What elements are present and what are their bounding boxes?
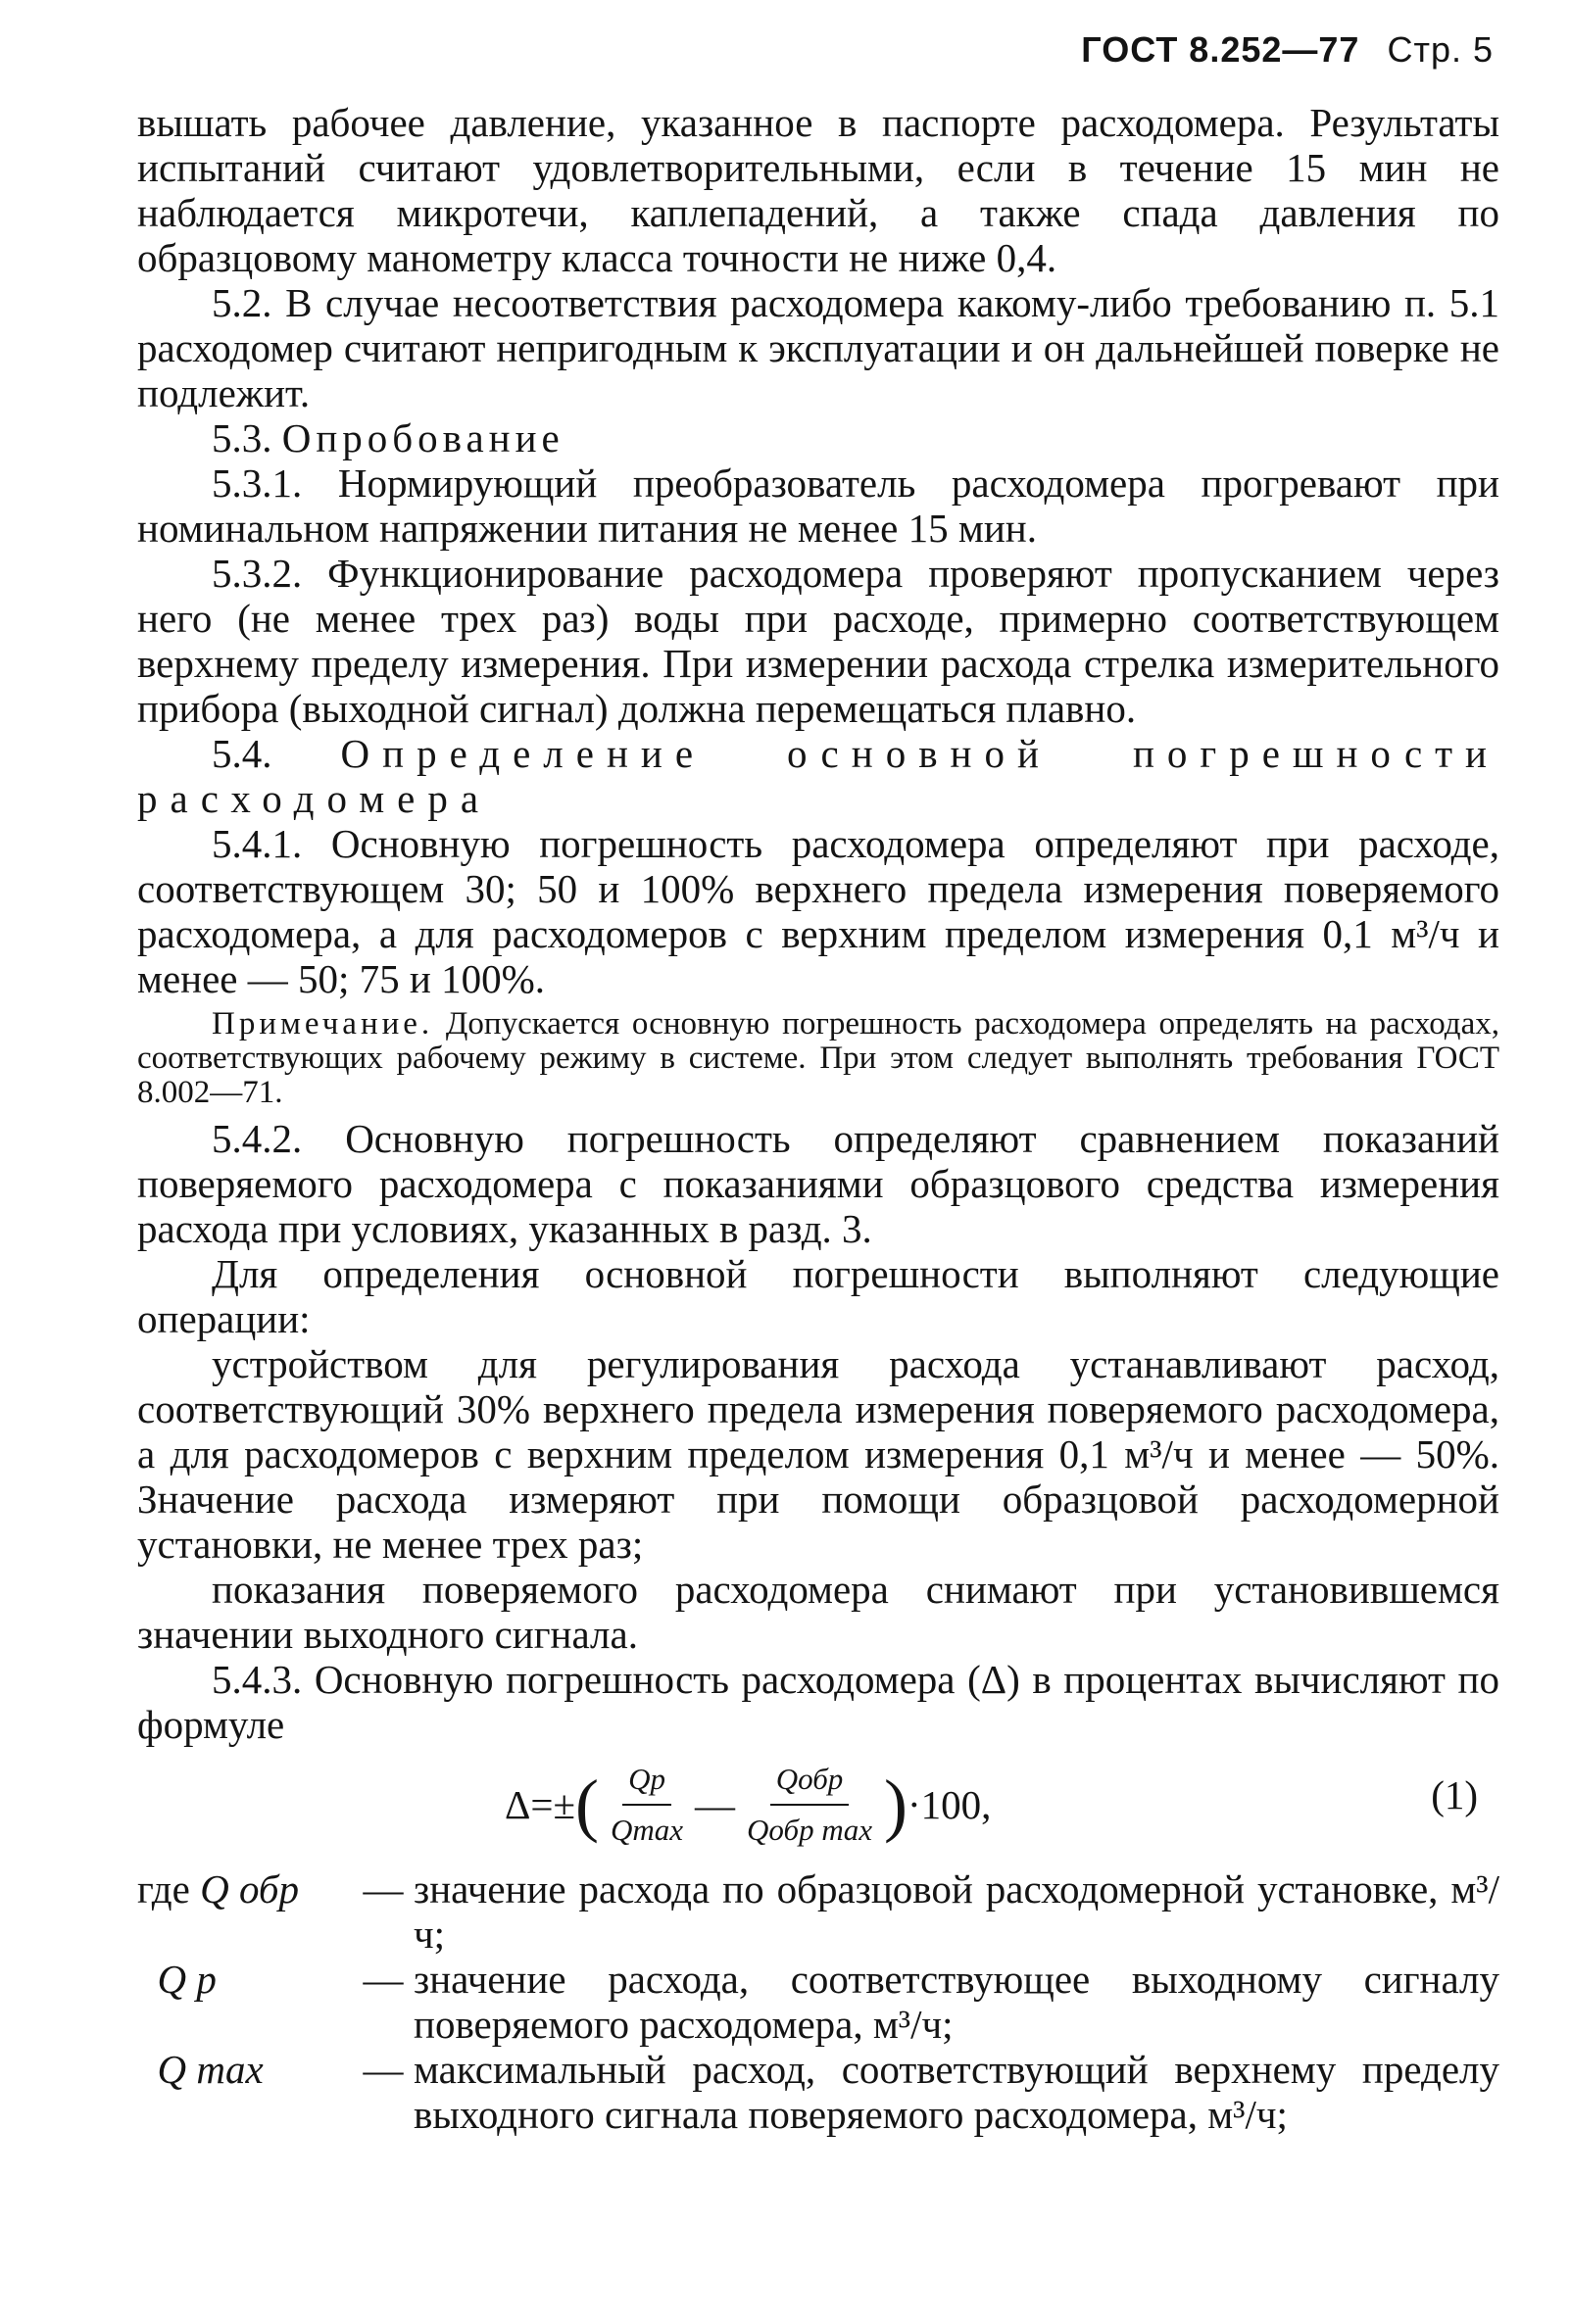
section-title: Определение основной погрешности расходомера (137, 731, 1499, 821)
formula-body (505, 1757, 991, 1853)
paragraph-5-4-3: 5.4.3. Основную погрешность расходомера (Δ) в процентах вычисляют по формуле (137, 1657, 1499, 1747)
paragraph-5-4-2: 5.4.2. Основную погрешность определяют сравнением показаний поверяемого расходомера с показаниями образцового средства измерения расхода при условиях, указанных в разд. 3. (137, 1116, 1499, 1251)
formula-lhs: Δ=± (505, 1782, 575, 1827)
fraction-2 (741, 1757, 878, 1853)
section-number: 5.4. (212, 731, 272, 776)
page-header (1081, 29, 1494, 71)
section-title: Опробование (281, 415, 564, 460)
paragraph-5-2: 5.2. В случае несоответствия расходомера какому-либо требованию п. 5.1 расходомер считают непригодным к эксплуатации и он дальнейшей поверке не подлежит. (137, 280, 1499, 415)
paragraph-5-3-2: 5.3.2. Функционирование расходомера проверяют пропусканием через него (не менее трех раз) воды при расходе, примерно соответствующем верхнему пределу измерения. При измерении расхода стрелка измерительного прибора (выходной сигнал) должна перемещаться плавно. (137, 551, 1499, 731)
left-paren: ( (575, 1766, 599, 1844)
fraction-2-denominator: Qобр max (747, 1813, 872, 1847)
fraction-1-numerator: Qр (622, 1757, 671, 1806)
definition-symbol: где Q обр (137, 1866, 300, 1912)
right-paren: ) (884, 1766, 908, 1844)
definition-item (137, 1957, 1499, 2047)
formula-1 (137, 1751, 1499, 1866)
page-body (137, 100, 1499, 2137)
paragraph-operation-2: показания поверяемого расходомера снимают при установившемся значении выходного сигнала. (137, 1567, 1499, 1657)
paragraph-continuation: вышать рабочее давление, указанное в паспорте расходомера. Результаты испытаний считают удовлетворительными, если в течение 15 мин не наблюдается микротечи, каплепадений, а также спада давления по образцовому манометру класса точности не ниже 0,4. (137, 100, 1499, 280)
fraction-1 (605, 1757, 689, 1853)
paragraph-5-4-1: 5.4.1. Основную погрешность расходомера определяют при расходе, соответствующем 30; 50 и 100% верхнего предела измерения поверяемого расходомера, а для расходомеров с верхним пределом измерения 0,1 м³/ч и менее — 50; 75 и 100%. (137, 821, 1499, 1001)
definition-item (137, 1866, 1499, 1957)
note-text: Допускается основную погрешность расходомера определять на расходах, соответствующих рабочему режиму в системе. При этом следует выполнять требования ГОСТ 8.002—71. (137, 1006, 1499, 1110)
document-code: ГОСТ 8.252—77 (1081, 29, 1360, 70)
definition-dash: — (363, 1866, 404, 1912)
formula-minus: — (695, 1782, 736, 1827)
definition-dash: — (363, 2047, 404, 2092)
definition-symbol: Q max (157, 2047, 264, 2092)
definitions-list (137, 1866, 1499, 2137)
section-heading-5-3 (137, 415, 1499, 460)
formula-tail: ·100, (907, 1782, 992, 1827)
section-heading-5-4 (137, 731, 1499, 821)
note (137, 1007, 1499, 1110)
fraction-1-denominator: Qmax (610, 1813, 684, 1847)
definition-item (137, 2047, 1499, 2137)
definition-dash: — (363, 1957, 404, 2002)
definition-symbol: Q р (157, 1957, 217, 2002)
note-label: Примечание. (212, 1006, 434, 1041)
definition-text: максимальный расход, соответствующий верхнему пределу выходного сигнала поверяемого расходомера, м³/ч; (414, 2047, 1499, 2137)
page-number: Стр. 5 (1387, 29, 1494, 70)
paragraph-operations-intro: Для определения основной погрешности выполняют следующие операции: (137, 1251, 1499, 1341)
fraction-2-numerator: Qобр (770, 1757, 850, 1806)
paragraph-5-3-1: 5.3.1. Нормирующий преобразователь расходомера прогревают при номинальном напряжении питания не менее 15 мин. (137, 460, 1499, 551)
definition-text: значение расхода, соответствующее выходному сигналу поверяемого расходомера, м³/ч; (414, 1957, 1499, 2047)
section-number: 5.3. (212, 415, 272, 460)
formula-number: (1) (1431, 1772, 1478, 1817)
definition-text: значение расхода по образцовой расходомерной установке, м³/ч; (414, 1866, 1499, 1957)
paragraph-operation-1: устройством для регулирования расхода устанавливают расход, соответствующий 30% верхнего предела измерения поверяемого расходомера, а для расходомеров с верхним пределом измерения 0,1 м³/ч и менее — 50%. Значение расхода измеряют при помощи образцовой расходомерной установки, не менее трех раз; (137, 1341, 1499, 1567)
